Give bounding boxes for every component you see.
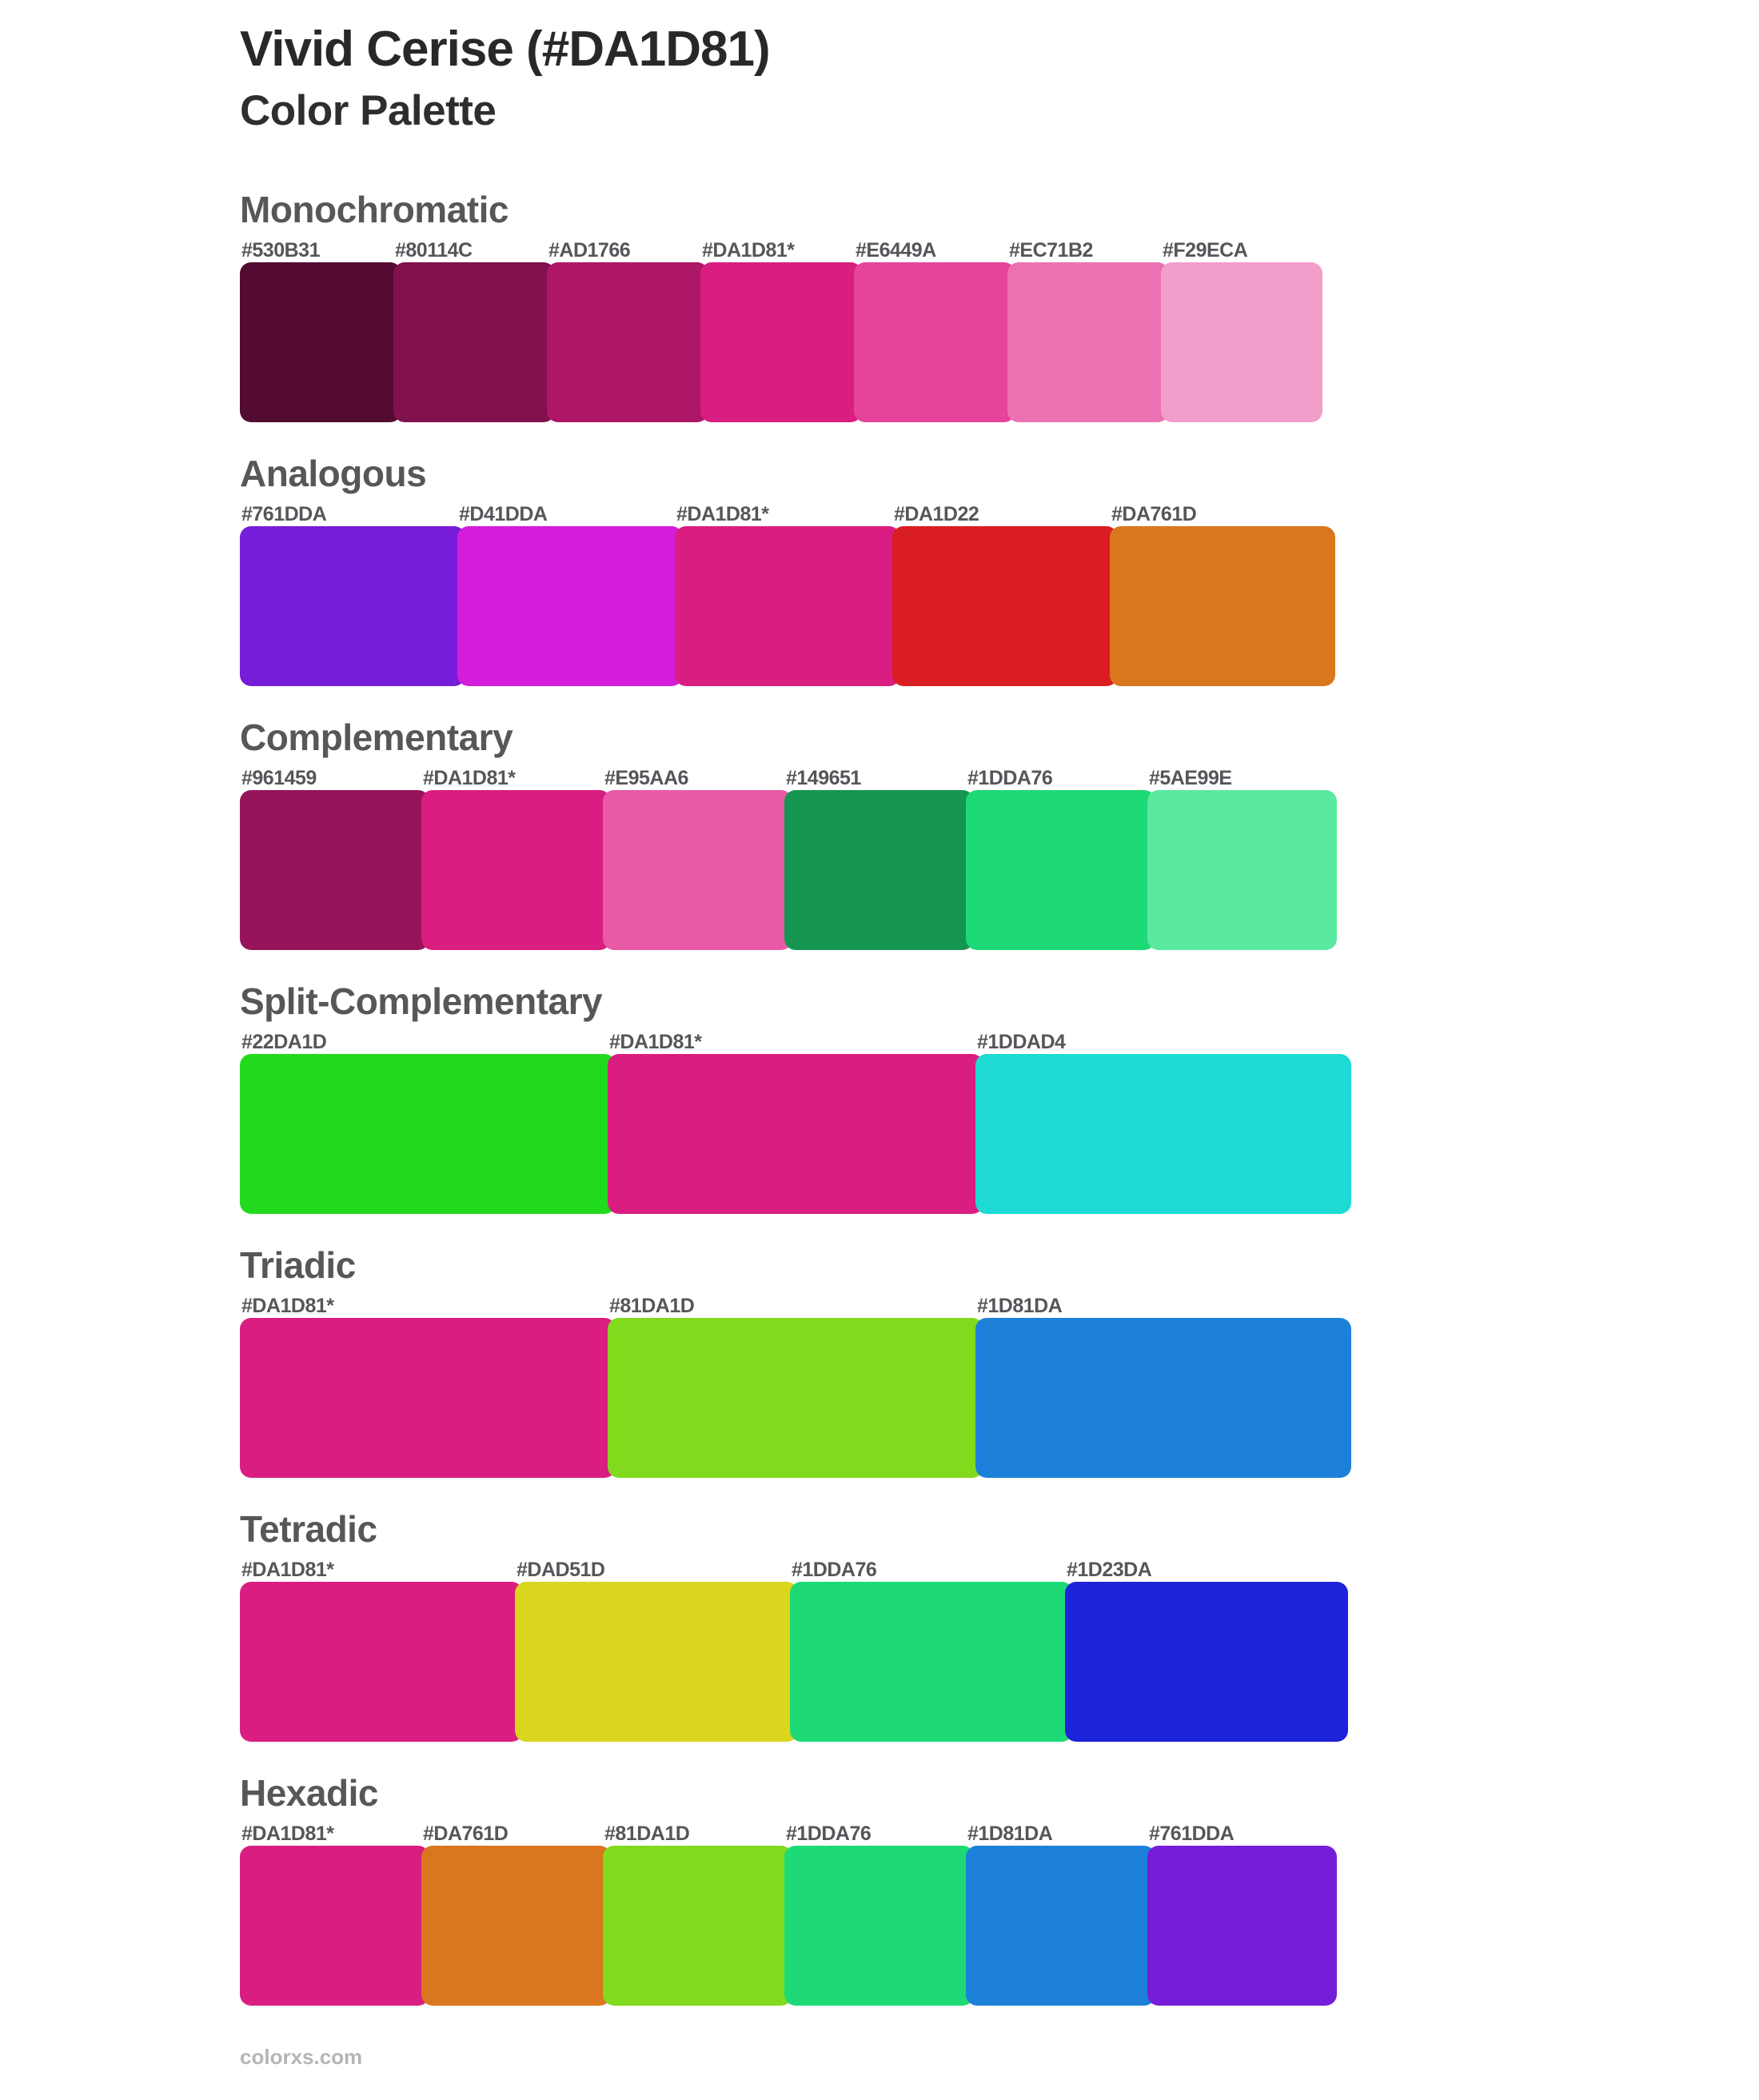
swatch-row — [240, 1558, 1359, 1742]
swatch — [854, 238, 1015, 422]
swatch-hex-label: #530B31 — [241, 239, 320, 262]
color-swatch[interactable] — [457, 526, 683, 686]
color-swatch[interactable] — [240, 526, 465, 686]
section-monochromatic — [240, 187, 1359, 422]
swatch-hex-label: #DA761D — [1111, 503, 1197, 525]
color-swatch[interactable] — [608, 1318, 983, 1478]
swatch-hex-label: #1DDA76 — [786, 1823, 872, 1845]
swatch — [393, 238, 555, 422]
swatch — [240, 1558, 523, 1742]
swatch — [608, 1294, 983, 1478]
swatch-hex-label: #EC71B2 — [1009, 239, 1093, 262]
section-heading: Complementary — [240, 717, 513, 758]
color-swatch[interactable] — [603, 1846, 792, 2006]
section-split-complementary — [240, 979, 1359, 1214]
section-analogous — [240, 451, 1359, 686]
swatch-hex-label: #761DDA — [1149, 1823, 1234, 1845]
swatch-row — [240, 1030, 1359, 1214]
swatch-hex-label: #22DA1D — [241, 1031, 327, 1053]
color-swatch[interactable] — [1161, 262, 1322, 422]
palette-page — [240, 21, 1359, 2070]
swatch-hex-label: #DA1D22 — [894, 503, 979, 525]
section-heading: Split-Complementary — [240, 980, 603, 1022]
swatch — [240, 238, 401, 422]
color-swatch[interactable] — [1007, 262, 1169, 422]
swatch-hex-label: #DA1D81* — [241, 1559, 334, 1581]
swatch-row — [240, 238, 1359, 422]
swatch — [892, 502, 1118, 686]
swatch — [790, 1558, 1073, 1742]
section-triadic — [240, 1243, 1359, 1478]
swatch — [457, 502, 683, 686]
swatch — [1065, 1558, 1348, 1742]
color-swatch[interactable] — [975, 1054, 1351, 1214]
color-swatch[interactable] — [240, 1054, 616, 1214]
color-swatch[interactable] — [975, 1318, 1351, 1478]
swatch-hex-label: #1D23DA — [1067, 1559, 1152, 1581]
swatch — [1147, 1822, 1337, 2006]
swatch — [784, 766, 974, 950]
swatch — [608, 1030, 983, 1214]
swatch — [421, 766, 611, 950]
swatch — [700, 238, 862, 422]
swatch-hex-label: #1D81DA — [967, 1823, 1053, 1845]
swatch-row — [240, 502, 1359, 686]
swatch-hex-label: #81DA1D — [604, 1823, 690, 1845]
swatch — [515, 1558, 798, 1742]
color-swatch[interactable] — [700, 262, 862, 422]
color-swatch[interactable] — [854, 262, 1015, 422]
swatch — [675, 502, 900, 686]
swatch — [240, 766, 429, 950]
swatch-hex-label: #149651 — [786, 767, 861, 789]
swatch-hex-label: #E95AA6 — [604, 767, 688, 789]
swatch-row — [240, 1822, 1359, 2006]
color-swatch[interactable] — [1065, 1582, 1348, 1742]
swatch-hex-label: #AD1766 — [548, 239, 631, 262]
swatch — [784, 1822, 974, 2006]
page-subtitle: Color Palette — [240, 87, 497, 134]
swatch-hex-label: #80114C — [395, 239, 473, 262]
swatch — [1007, 238, 1169, 422]
swatch — [1161, 238, 1322, 422]
color-swatch[interactable] — [790, 1582, 1073, 1742]
color-swatch[interactable] — [240, 790, 429, 950]
swatch — [240, 1294, 616, 1478]
swatch — [603, 1822, 792, 2006]
swatch-row — [240, 1294, 1359, 1478]
section-heading: Triadic — [240, 1244, 356, 1286]
swatch-hex-label: #D41DDA — [459, 503, 548, 525]
color-swatch[interactable] — [240, 1582, 523, 1742]
color-swatch[interactable] — [240, 262, 401, 422]
color-swatch[interactable] — [547, 262, 708, 422]
swatch-hex-label: #1DDAD4 — [977, 1031, 1066, 1053]
footer-link[interactable]: colorxs.com — [240, 2045, 363, 2069]
color-swatch[interactable] — [1147, 790, 1337, 950]
swatch-hex-label: #DA1D81* — [241, 1823, 334, 1845]
swatch — [240, 502, 465, 686]
swatch — [240, 1822, 429, 2006]
swatch — [975, 1294, 1351, 1478]
swatch — [240, 1030, 616, 1214]
swatch-hex-label: #DA1D81* — [676, 503, 769, 525]
color-swatch[interactable] — [966, 790, 1155, 950]
swatch — [1110, 502, 1335, 686]
swatch-hex-label: #DA1D81* — [702, 239, 795, 262]
swatch — [547, 238, 708, 422]
swatch-hex-label: #1DDA76 — [792, 1559, 877, 1581]
swatch — [966, 1822, 1155, 2006]
swatch-hex-label: #F29ECA — [1163, 239, 1248, 262]
color-swatch[interactable] — [240, 1318, 616, 1478]
section-tetradic — [240, 1507, 1359, 1742]
color-swatch[interactable] — [421, 790, 611, 950]
color-swatch[interactable] — [421, 1846, 611, 2006]
color-swatch[interactable] — [515, 1582, 798, 1742]
color-swatch[interactable] — [675, 526, 900, 686]
swatch-hex-label: #961459 — [241, 767, 317, 789]
swatch-row — [240, 766, 1359, 950]
color-swatch[interactable] — [393, 262, 555, 422]
page-title: Vivid Cerise (#DA1D81) — [240, 22, 770, 77]
section-heading: Hexadic — [240, 1772, 378, 1814]
color-swatch[interactable] — [608, 1054, 983, 1214]
section-heading: Analogous — [240, 453, 427, 494]
swatch-hex-label: #E6449A — [856, 239, 936, 262]
color-swatch[interactable] — [240, 1846, 429, 2006]
color-swatch[interactable] — [1147, 1846, 1337, 2006]
section-heading: Tetradic — [240, 1508, 377, 1550]
swatch — [421, 1822, 611, 2006]
swatch-hex-label: #DA761D — [423, 1823, 509, 1845]
swatch-hex-label: #DA1D81* — [423, 767, 516, 789]
swatch — [975, 1030, 1351, 1214]
swatch-hex-label: #761DDA — [241, 503, 327, 525]
color-swatch[interactable] — [1110, 526, 1335, 686]
swatch-hex-label: #5AE99E — [1149, 767, 1232, 789]
swatch — [1147, 766, 1337, 950]
swatch-hex-label: #1D81DA — [977, 1295, 1063, 1317]
color-swatch[interactable] — [892, 526, 1118, 686]
swatch-hex-label: #DAD51D — [517, 1559, 605, 1581]
swatch-hex-label: #81DA1D — [609, 1295, 695, 1317]
swatch-hex-label: #DA1D81* — [241, 1295, 334, 1317]
section-complementary — [240, 715, 1359, 950]
section-hexadic — [240, 1771, 1359, 2006]
section-heading: Monochromatic — [240, 189, 509, 230]
swatch — [966, 766, 1155, 950]
color-swatch[interactable] — [784, 1846, 974, 2006]
color-swatch[interactable] — [966, 1846, 1155, 2006]
color-swatch[interactable] — [784, 790, 974, 950]
swatch-hex-label: #DA1D81* — [609, 1031, 702, 1053]
color-swatch[interactable] — [603, 790, 792, 950]
swatch-hex-label: #1DDA76 — [967, 767, 1053, 789]
swatch — [603, 766, 792, 950]
